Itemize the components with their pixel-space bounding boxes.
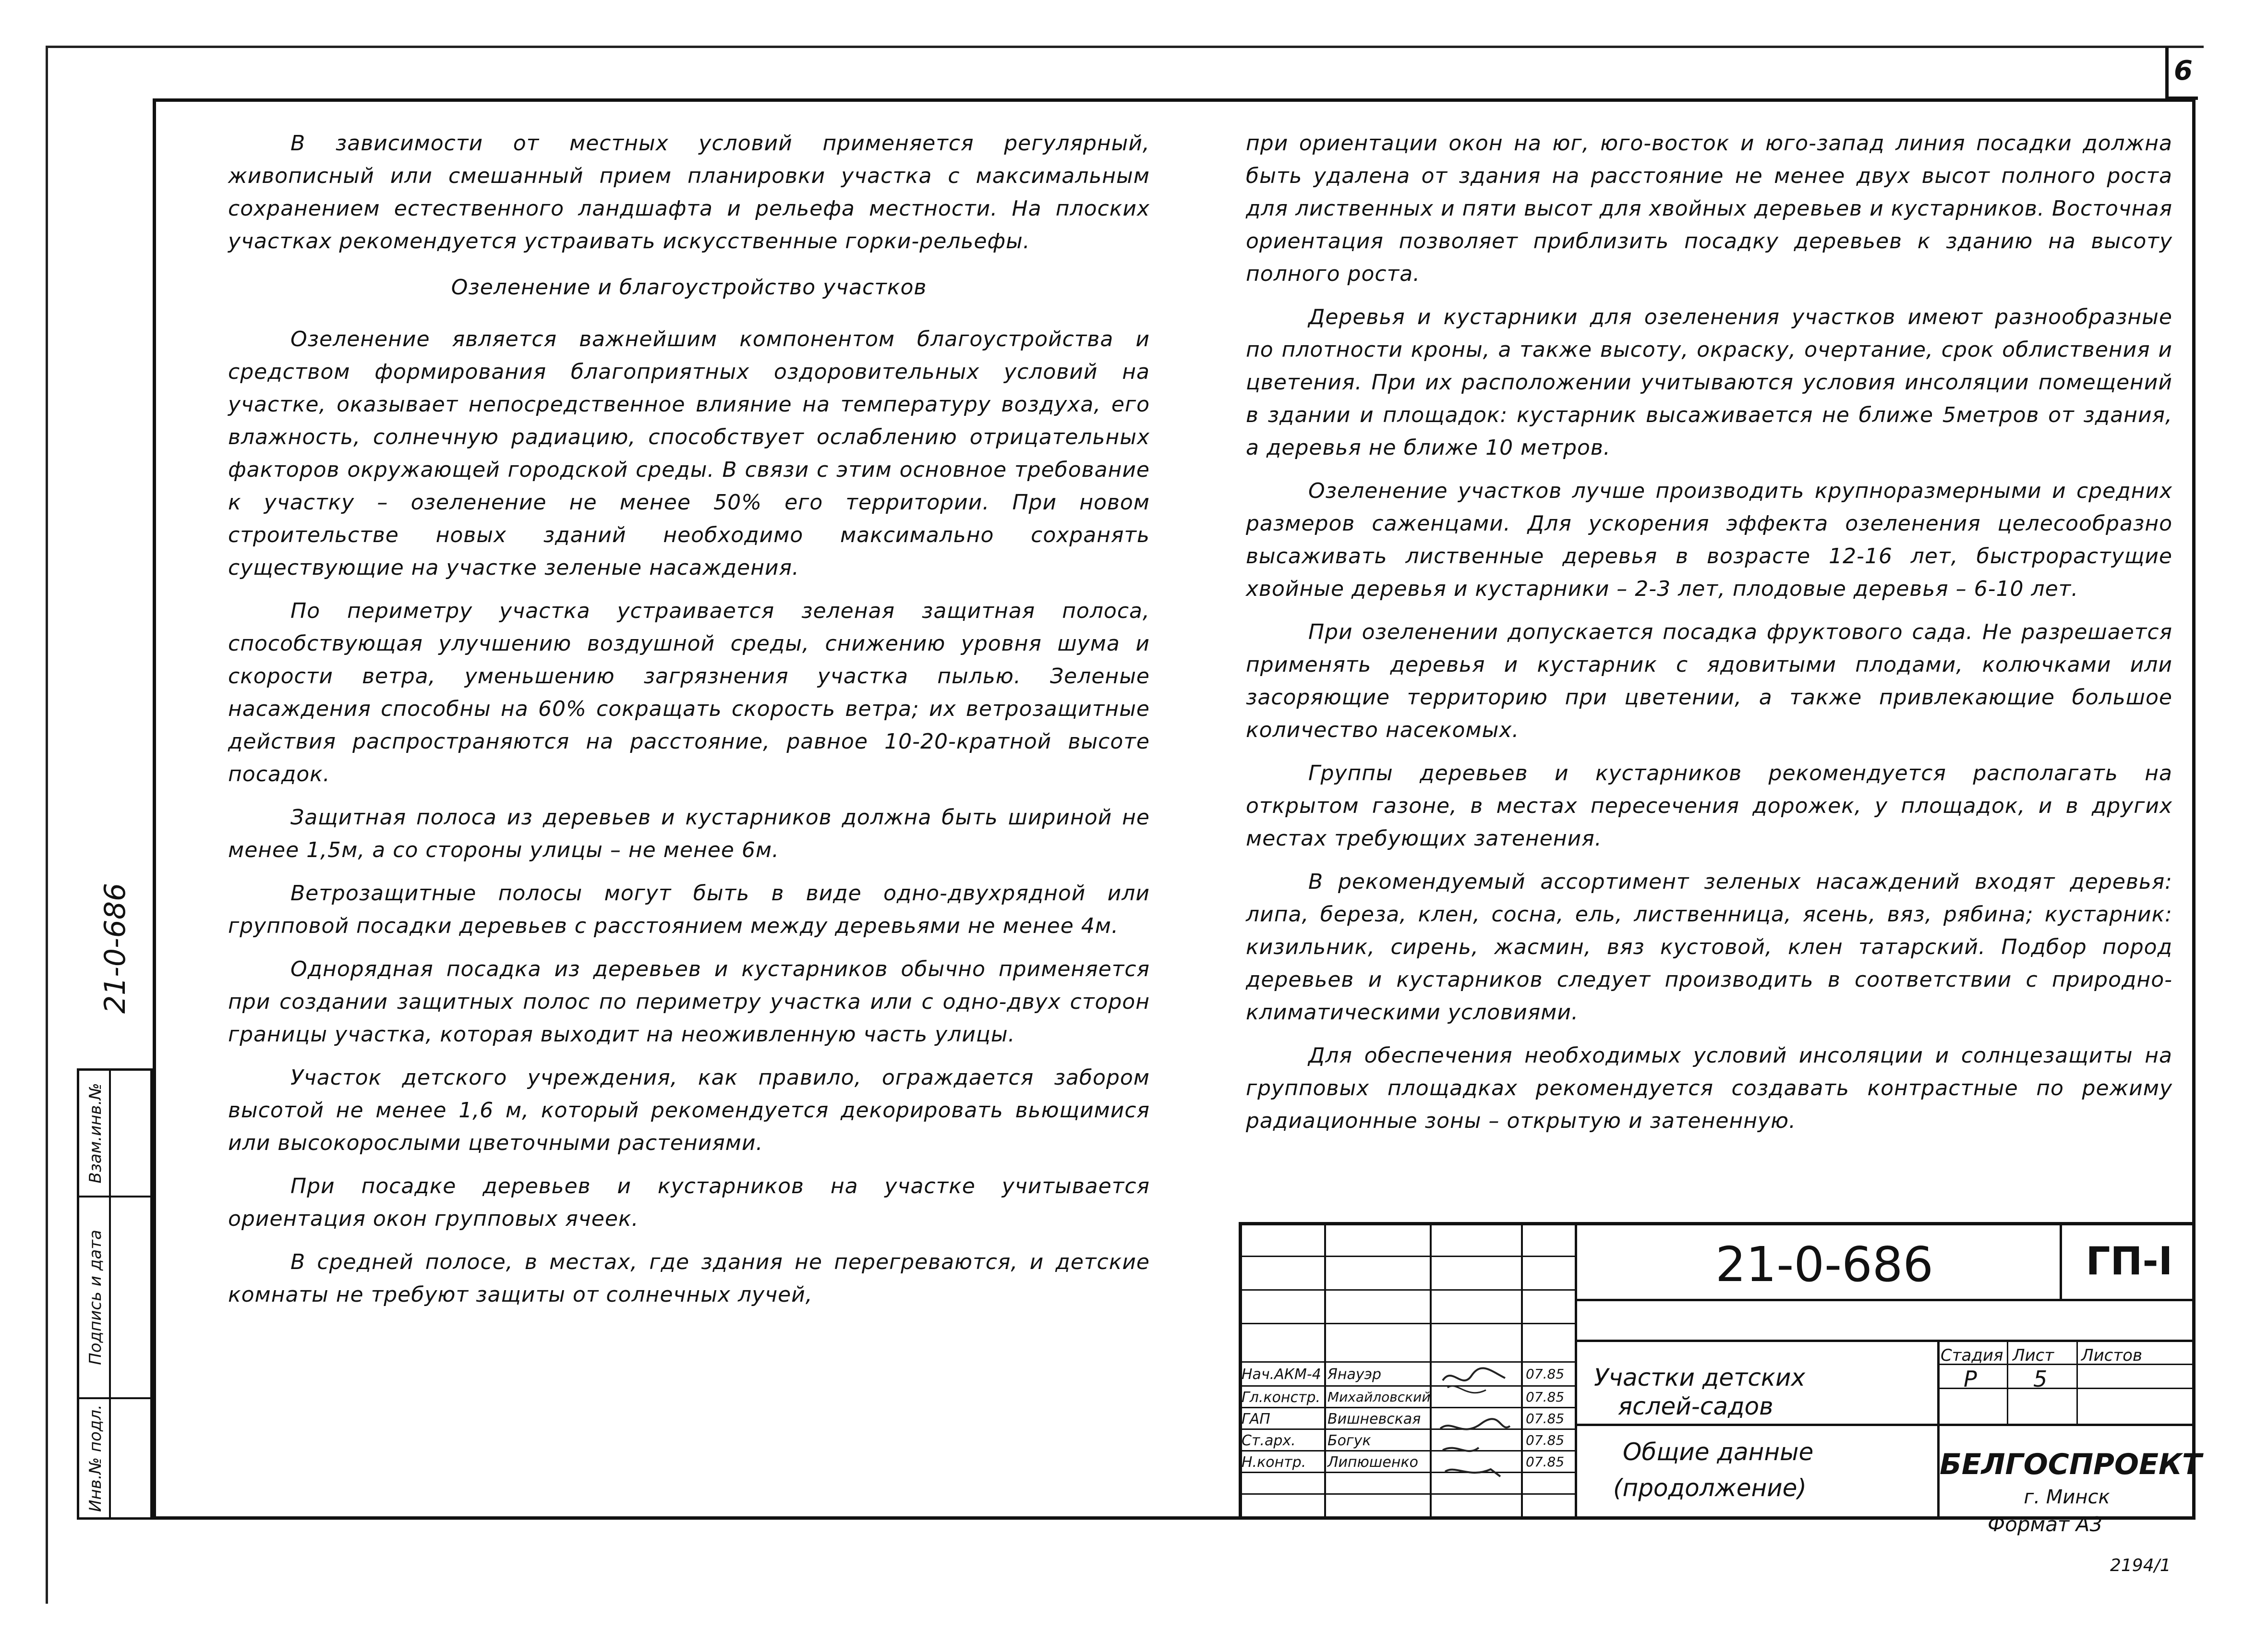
paragraph: Участок детского учреждения, как правило, ограждается забором высотой не менее 1,6 м, который рекомендуется декорировать вьющимися или высокорослыми цветочными растениями. <box>228 1065 1150 1155</box>
paragraph: Деревья и кустарники для озеленения участков имеют разнообразные по плотности кроны, а также высоту, окраску, очертание, срок облиствения и цветения. При их расположении учитываются условия инсоляции помещений в здании и площадок: кустарник высаживается не ближе 5метров от здания, а деревья не ближе 10 метров. <box>1246 305 2172 460</box>
right-text-column <box>1246 127 2172 1148</box>
role-label: Нач.АКМ-4 <box>1242 1366 1321 1383</box>
side-stamp-label: Подпись и дата <box>86 1230 105 1365</box>
paragraph: В рекомендуемый ассортимент зеленых насаждений входят деревья: липа, береза, клен, сосна, ель, лиственница, ясень, вяз, рябина; кустарник: кизильник, сирень, жасмин, вяз кустовой, клен татарский. Подбор пород деревьев и кустарников следует производить в соответствии с природно-климатическими условиями. <box>1246 870 2172 1025</box>
paragraph: При посадке деревьев и кустарников на участке учитывается ориентация окон групповых ячеек. <box>228 1174 1150 1231</box>
format-label: Формат А3 <box>1988 1512 2103 1536</box>
section-heading: Озеленение и благоустройство участков <box>451 275 927 300</box>
paragraph: При озеленении допускается посадка фруктового сада. Не разрешается применять деревья и кустарник с ядовитыми плодами, колючками или засоряющие территорию при цветении, а также привлекающие большое количество насекомых. <box>1246 620 2172 742</box>
role-label: Ст.арх. <box>1242 1432 1296 1449</box>
side-doc-code-text: 21-0-686 <box>98 883 132 1014</box>
sheet-title-line2: (продолжение) <box>1613 1474 1807 1502</box>
side-stamp-label: Взам.инв.№ <box>86 1083 105 1184</box>
stage-header: Стадия <box>1941 1346 2003 1365</box>
doc-code: 21-0-686 <box>1715 1236 1933 1293</box>
role-date: 07.85 <box>1526 1366 1565 1382</box>
signatures-graphic <box>1433 1361 1520 1491</box>
sheet-title-line1: Общие данные <box>1623 1438 1814 1466</box>
paragraph: Ветрозащитные полосы могут быть в виде одно-двухрядной или групповой посадки деревьев с расстоянием между деревьями не менее 4м. <box>228 881 1150 938</box>
title-block <box>1239 1222 2202 1520</box>
role-name: Вишневская <box>1327 1411 1421 1427</box>
role-name: Янауэр <box>1327 1366 1382 1383</box>
inventory-number: 2194/1 <box>2110 1556 2171 1575</box>
org-name: БЕЛГОСПРОЕКТ <box>1940 1448 2202 1481</box>
project-title-line2: яслей-садов <box>1618 1392 1773 1420</box>
doc-mark: ГП-I <box>2086 1239 2173 1283</box>
paragraph: Защитная полоса из деревьев и кустарников должна быть шириной не менее 1,5м, а со стороны улицы – не менее 6м. <box>228 805 1150 862</box>
paragraph: при ориентации окон на юг, юго-восток и юго-запад линия посадки должна быть удалена от здания на расстояние не менее двух высот полного роста для лиственных и пяти высот для хвойных деревьев и кустарников. Восточная ориентация позволяет приблизить посадку деревьев к зданию на высоту полного роста. <box>1246 131 2172 286</box>
role-date: 07.85 <box>1526 1454 1565 1470</box>
role-label: ГАП <box>1242 1411 1270 1427</box>
side-stamp <box>77 1068 153 1520</box>
role-name: Липюшенко <box>1327 1454 1418 1471</box>
paragraph: В средней полосе, в местах, где здания не перегреваются, и детские комнаты не требуют защиты от солнечных лучей, <box>228 1250 1150 1307</box>
sheet-header: Лист <box>2013 1346 2054 1365</box>
left-text-column <box>228 127 1150 1322</box>
paragraph: Однорядная посадка из деревьев и кустарников обычно применяется при создании защитных полос по периметру участка или с одно-двух сторон границы участка, которая выходит на неоживленную часть улицы. <box>228 957 1150 1047</box>
org-city: г. Минск <box>2024 1486 2110 1508</box>
paragraph: Группы деревьев и кустарников рекомендуется располагать на открытом газоне, в местах пересечения дорожек, у площадок, и в других местах требующих затенения. <box>1246 761 2172 851</box>
paragraph: По периметру участка устраивается зеленая защитная полоса, способствующая улучшению воздушной среды, снижению уровня шума и скорости ветра, уменьшению загрязнения участка пылью. Зеленые насаждения способны на 60% сокращать скорость ветра; их ветрозащитные действия распространяются на расстояние, равное 10-20-кратной высоте посадок. <box>228 599 1150 786</box>
side-stamp-row <box>79 1196 150 1397</box>
side-stamp-row <box>79 1071 150 1196</box>
role-date: 07.85 <box>1526 1411 1565 1427</box>
sheet-value: 5 <box>2033 1366 2048 1392</box>
role-name: Богук <box>1327 1432 1371 1449</box>
side-stamp-label: Инв.№ подл. <box>86 1404 105 1512</box>
role-date: 07.85 <box>1526 1389 1565 1405</box>
side-stamp-row <box>79 1397 150 1517</box>
stage-value: Р <box>1964 1366 1977 1392</box>
paragraph: Озеленение участков лучше производить крупноразмерными и средних размеров саженцами. Для ускорения эффекта озеленения целесообразно высаживать лиственные деревья в возрасте 12-16 лет, быстрорастущие хвойные деревья и кустарники – 2-3 лет, плодовые деревья – 6-10 лет. <box>1246 479 2172 601</box>
project-title-line1: Участки детских <box>1594 1364 1806 1391</box>
role-label: Н.контр. <box>1242 1454 1306 1471</box>
side-doc-code <box>96 826 134 1076</box>
sheets-header: Листов <box>2081 1346 2143 1365</box>
role-name: Михайловский <box>1327 1389 1431 1405</box>
paragraph: Озеленение является важнейшим компонентом благоустройства и средством формирования благоприятных оздоровительных условий на участке, оказывает непосредственное влияние на температуру воздуха, его влажность, солнечную радиацию, способствует ослаблению отрицательных факторов окружающей городской среды. В связи с этим основное требование к участку – озеленение не менее 50% его территории. При новом строительстве новых зданий необходимо максимально сохранять существующие на участке зеленые насаждения. <box>228 327 1150 580</box>
role-date: 07.85 <box>1526 1432 1565 1448</box>
corner-sheet-number: 6 <box>2165 47 2198 100</box>
paragraph: В зависимости от местных условий применяется регулярный, живописный или смешанный прием планировки участка с максимальным сохранением естественного ландшафта и рельефа местности. На плоских участках рекомендуется устраивать искусственные горки-рельефы. <box>228 131 1150 254</box>
role-label: Гл.констр. <box>1242 1389 1321 1406</box>
paragraph: Для обеспечения необходимых условий инсоляции и солнцезащиты на групповых площадках рекомендуется создавать контрастные по режиму радиационные зоны – открытую и затененную. <box>1246 1043 2172 1133</box>
